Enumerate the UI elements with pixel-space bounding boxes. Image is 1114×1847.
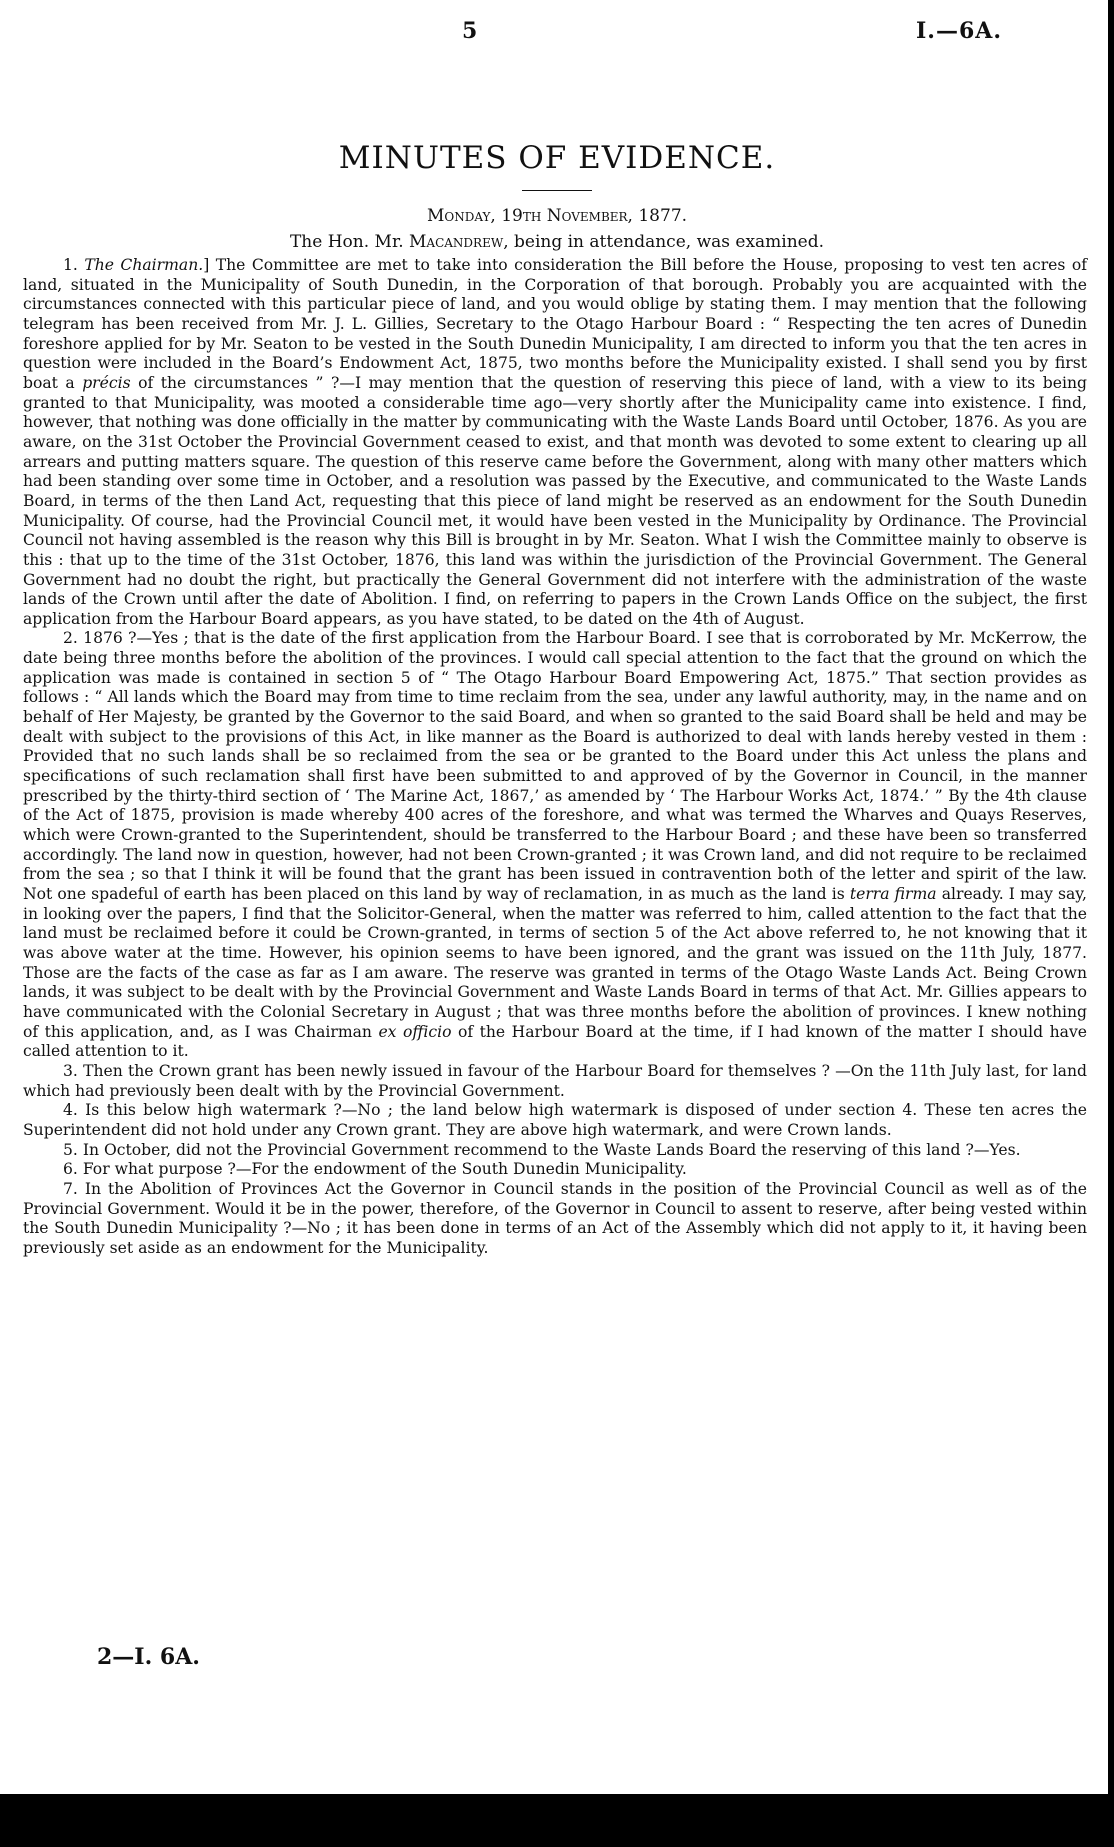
paragraph-text: 2. 1876 ?—Yes ; that is the date of the first application from the Harbour Board. I see that is corroborated by Mr. McKerrow, the date being three months before the abolition of the provinces. I would call special attention to the fact that the ground on which the application was made is contained in section 5 of “ The Otago Harbour Board Empowering Act, 1875.” That section provides as follows : “ All lands which the Board may from time to time reclaim from the sea, under any lawful authority, may, in the name and on behalf of Her Majesty, be granted by the Governor to the said Board, and when so granted to the said Board shall be held and may be dealt with subject to the provisions of this Act, in like manner as the Board is authorized to deal with lands hereby vested in them : Provided that no such lands shall be so reclaimed from the sea or be granted to the Board under this Act unless the plans and specifications of such reclamation shall first have been submitted to and approved of by the Governor in Council, in the manner prescribed by the thirty-third section of ‘ The Marine Act, 1867,’ as amended by ‘ The Harbour Works Act, 1874.’ ” By the 4th clause of the Act of 1875, provision is made whereby 400 acres of the foreshore, and what was termed the Wharves and Quays Reserves, which were Crown-granted to the Superintendent, should be transferred to the Harbour Board ; and these have been so transferred accordingly. The land now in question, however, had not been Crown-granted ; it was Crown land, and did not require to be reclaimed from the sea ; so that I think it will be found that the grant has been issued in contravention both of the letter and spirit of the law. Not one spadeful of earth has been placed on this land by way of reclamation, in as much as the land is <box>23 629 1087 903</box>
paragraph-text: of the circumstances ” ?—I may mention that the question of reserving this piece of land, with a view to its being granted to that Municipality, was mooted a considerable time ago—very shortly after the Municipality came into existence. I find, however, that nothing was done officially in the matter by communicating with the Waste Lands Board until October, 1876. As you are aware, on the 31st October the Provincial Government ceased to exist, and that month was devoted to some extent to clearing up all arrears and putting matters square. The question of this reserve came before the Government, along with many other matters which had been standing over some time in October, and a resolution was passed by the Executive, and communicated to the Waste Lands Board, in terms of the then Land Act, requesting that this piece of land might be reserved as an endowment for the South Dunedin Municipality. Of course, had the Provincial Council met, it would have been vested in the Municipality by Ordinance. The Provincial Council not having assembled is the reason why this Bill is brought in by Mr. Seaton. What I wish the Committee mainly to observe is this : that up to the time of the 31st October, 1876, this land was within the jurisdiction of the Provincial Government. The General Government had no doubt the right, but practically the General Government did not interfere with the administration of the waste lands of the Crown until after the date of Abolition. I find, on referring to papers in the Crown Lands Office on the subject, the first application from the Harbour Board appears, as you have stated, to be dated on the 4th of August. <box>23 373 1087 628</box>
italic-term: terra firma <box>849 885 937 903</box>
paragraph-text: already. I may say, in looking over the papers, I find that the Solicitor-General, when the matter was referred to him, called attention to the fact that the land must be reclaimed before it could be Crown-granted, in terms of section 5 of the Act above referred to, he not knowing that it was above water at the time. However, his opinion seems to have been ignored, and the grant was issued on the 11th July, 1877. Those are the facts of the case as far as I am aware. The reserve was granted in terms of the Otago Waste Lands Act. Being Crown lands, it was subject to be dealt with by the Provincial Government and Waste Lands Board in terms of that Act. Mr. Gillies appears to have communicated with the Colonial Secretary in August ; that was three months before the abolition of provinces. I knew nothing of this application, and, as I was Chairman <box>23 885 1087 1041</box>
evidence-paragraph-1 <box>23 256 1087 629</box>
page-title: MINUTES OF EVIDENCE. <box>338 140 776 176</box>
italic-term: ex officio <box>378 1022 452 1041</box>
evidence-paragraph-7: 7. In the Abolition of Provinces Act the Governor in Council stands in the position of the Provincial Council as well as of the Provincial Government. Would it be in the power, therefore, of the Governor in Council to assent to reserve, after being vested within the South Dunedin Municipality ?—No ; it has been done in terms of an Act of the Assembly which did not apply to it, it having been previously set aside as an endowment for the Municipality. <box>23 1179 1087 1257</box>
witness-line <box>0 232 1114 252</box>
speaker-name: The Chairman. <box>84 256 204 274</box>
witness-name: Macandrew <box>409 232 504 252</box>
paper-reference: I.—6A. <box>916 18 1002 44</box>
witness-prefix: The Hon. Mr. <box>289 232 410 252</box>
scan-edge-right <box>1108 0 1114 1847</box>
witness-suffix: , being in attendance, was examined. <box>503 232 825 252</box>
italic-term: précis <box>82 373 131 392</box>
signature-mark: 2—I. 6A. <box>97 1644 200 1670</box>
title-rule <box>522 190 592 191</box>
evidence-body <box>23 256 1087 1258</box>
evidence-paragraph-3: 3. Then the Crown grant has been newly issued in favour of the Harbour Board for themselves ? —On the 11th July last, for land which had previously been dealt with by the Provincial Government. <box>23 1061 1087 1100</box>
sitting-date: Monday, 19th November, 1877. <box>426 206 688 226</box>
paragraph-text: ] The Committee are met to take into consideration the Bill before the House, proposing to vest ten acres of land, situated in the Municipality of South Dunedin, in the Corporation of that borough. Probably you are acquainted with the circumstances connected with this particular piece of land, and you would oblige by stating them. I may mention that the following telegram has been received from Mr. J. L. Gillies, Secretary to the Otago Harbour Board : “ Respecting the ten acres of Dunedin foreshore applied for by Mr. Seaton to be vested in the South Dunedin Municipality, I am directed to inform you that the ten acres in question were included in the Board’s Endowment Act, 1875, two months before the Municipality existed. I shall send you by first boat a <box>23 256 1087 392</box>
scan-bottom-band <box>0 1794 1114 1847</box>
evidence-paragraph-5: 5. In October, did not the Provincial Government recommend to the Waste Lands Board the reserving of this land ?—Yes. <box>63 1140 1021 1159</box>
evidence-paragraph-2 <box>23 629 1087 1061</box>
evidence-paragraph-6: 6. For what purpose ?—For the endowment of the South Dunedin Municipality. <box>63 1160 687 1179</box>
paragraph-text: of the Harbour Board at the time, if I had known of the matter I should have called attention to it. <box>23 1022 1087 1061</box>
question-number: 1. <box>63 256 85 274</box>
evidence-paragraph-4: 4. Is this below high watermark ?—No ; the land below high watermark is disposed of under section 4. These ten acres the Superintendent did not hold under any Crown grant. They are above high watermark, and were Crown lands. <box>23 1101 1087 1139</box>
page-number: 5 <box>462 18 478 44</box>
